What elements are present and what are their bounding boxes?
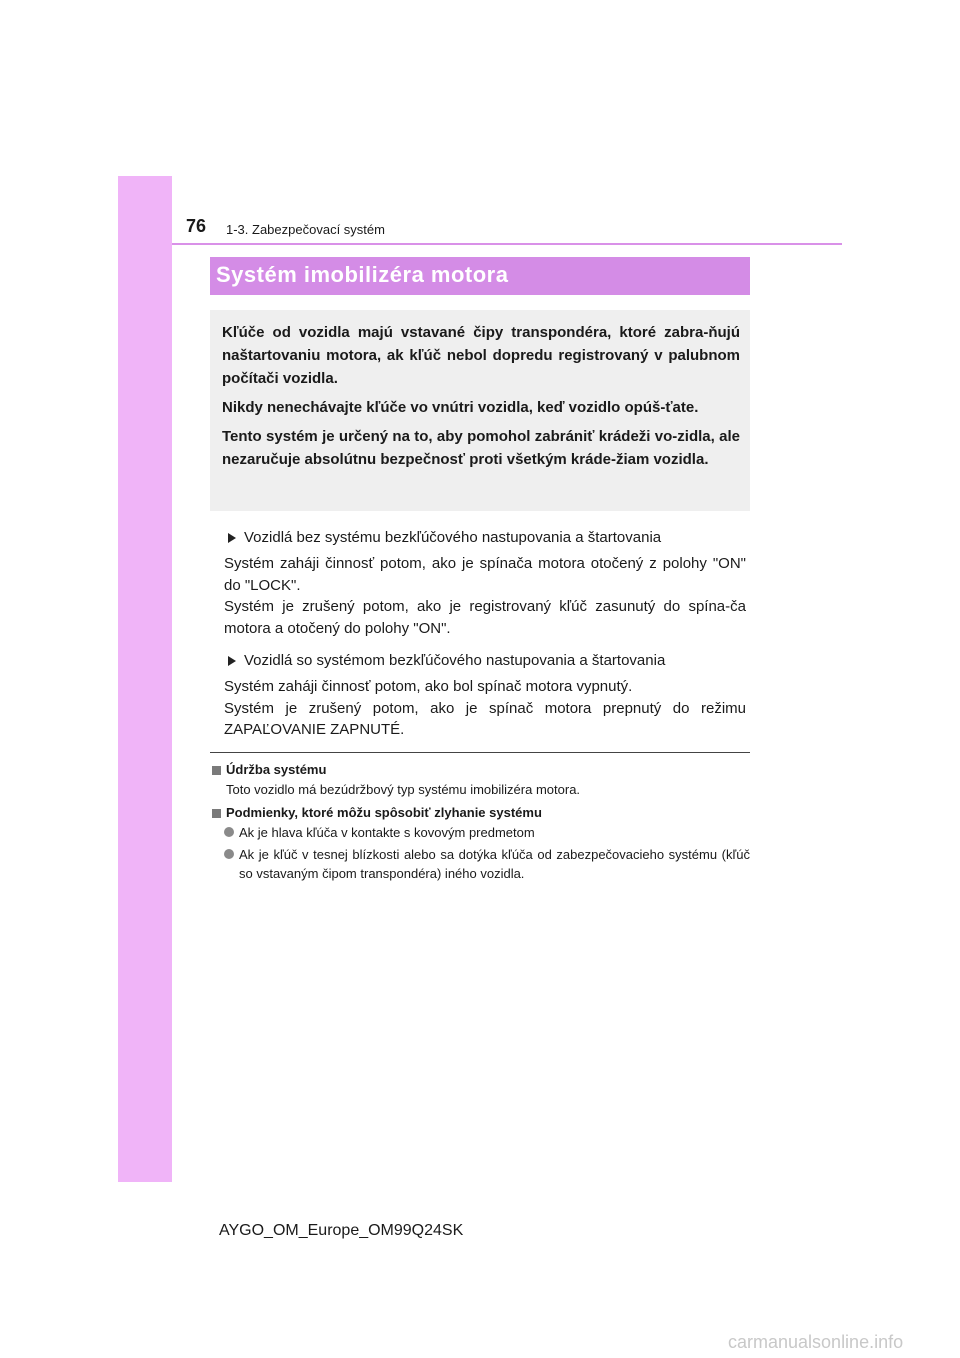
list-item bbox=[212, 823, 750, 842]
note-heading-text: Podmienky, ktoré môžu spôsobiť zlyhanie systému bbox=[226, 805, 542, 820]
body-line: Systém je zrušený potom, ako je registrovaný kľúč zasunutý do spína-ča motora a otočený do polohy "ON". bbox=[224, 598, 746, 637]
page-title: Systém imobilizéra motora bbox=[216, 262, 509, 287]
header-divider bbox=[172, 243, 842, 245]
triangle-bullet-icon bbox=[228, 656, 236, 666]
main-body bbox=[224, 526, 746, 751]
subheading-text: Vozidlá so systémom bezkľúčového nastupovania a štartovania bbox=[244, 652, 666, 669]
subheading-with-smart-entry bbox=[224, 649, 746, 672]
section-label: 1-3. Zabezpečovací systém bbox=[226, 222, 385, 237]
intro-box bbox=[210, 310, 750, 511]
body-line: Systém je zrušený potom, ako je spínač motora prepnutý do režimu ZAPAĽOVANIE ZAPNUTÉ. bbox=[224, 699, 746, 738]
intro-paragraph-2: Nikdy nenechávajte kľúče vo vnútri vozidla, keď vozidlo opúš-ťate. bbox=[222, 399, 699, 416]
note-heading-conditions bbox=[212, 803, 750, 823]
list-item-text: Ak je hlava kľúča v kontakte s kovovým predmetom bbox=[239, 825, 535, 840]
triangle-bullet-icon bbox=[228, 533, 236, 543]
intro-paragraph-3: Tento systém je určený na to, aby pomohol zabrániť krádeži vo-zidla, ale nezaručuje absolútnu bezpečnosť proti všetkým kráde-žiam vozidla. bbox=[222, 428, 740, 468]
list-item-text: Ak je kľúč v tesnej blízkosti alebo sa dotýka kľúča od zabezpečovacieho systému (kľúč so vstavaným čipom transpondéra) iného vozidla. bbox=[239, 847, 750, 881]
subheading-without-smart-entry bbox=[224, 526, 746, 549]
note-heading-maintenance bbox=[212, 760, 750, 780]
subheading-text: Vozidlá bez systému bezkľúčového nastupovania a štartovania bbox=[244, 529, 662, 546]
page-number: 76 bbox=[186, 216, 207, 236]
circle-bullet-icon bbox=[224, 827, 234, 837]
body-paragraph bbox=[224, 553, 746, 639]
body-line: Systém zaháji činnosť potom, ako je spínača motora otočený z polohy "ON" do "LOCK". bbox=[224, 555, 746, 594]
note-heading-text: Údržba systému bbox=[226, 762, 327, 777]
notes-section bbox=[212, 760, 750, 886]
body-paragraph bbox=[224, 676, 746, 741]
document-footer-code: AYGO_OM_Europe_OM99Q24SK bbox=[219, 1222, 464, 1239]
list-item bbox=[212, 845, 750, 883]
square-bullet-icon bbox=[212, 766, 221, 775]
title-banner bbox=[210, 257, 750, 295]
square-bullet-icon bbox=[212, 809, 221, 818]
chapter-sidebar-tab bbox=[118, 176, 172, 1182]
notes-divider bbox=[210, 752, 750, 753]
intro-paragraph-1: Kľúče od vozidla majú vstavané čipy transpondéra, ktoré zabra-ňujú naštartovaniu motora, ak kľúč nebol dopredu registrovaný v palubnom počítači vozidla. bbox=[222, 324, 740, 387]
circle-bullet-icon bbox=[224, 849, 234, 859]
body-line: Systém zaháji činnosť potom, ako bol spínač motora vypnutý. bbox=[224, 678, 633, 695]
watermark: carmanualsonline.info bbox=[728, 1332, 904, 1352]
note-text: Toto vozidlo má bezúdržbový typ systému imobilizéra motora. bbox=[226, 782, 581, 797]
